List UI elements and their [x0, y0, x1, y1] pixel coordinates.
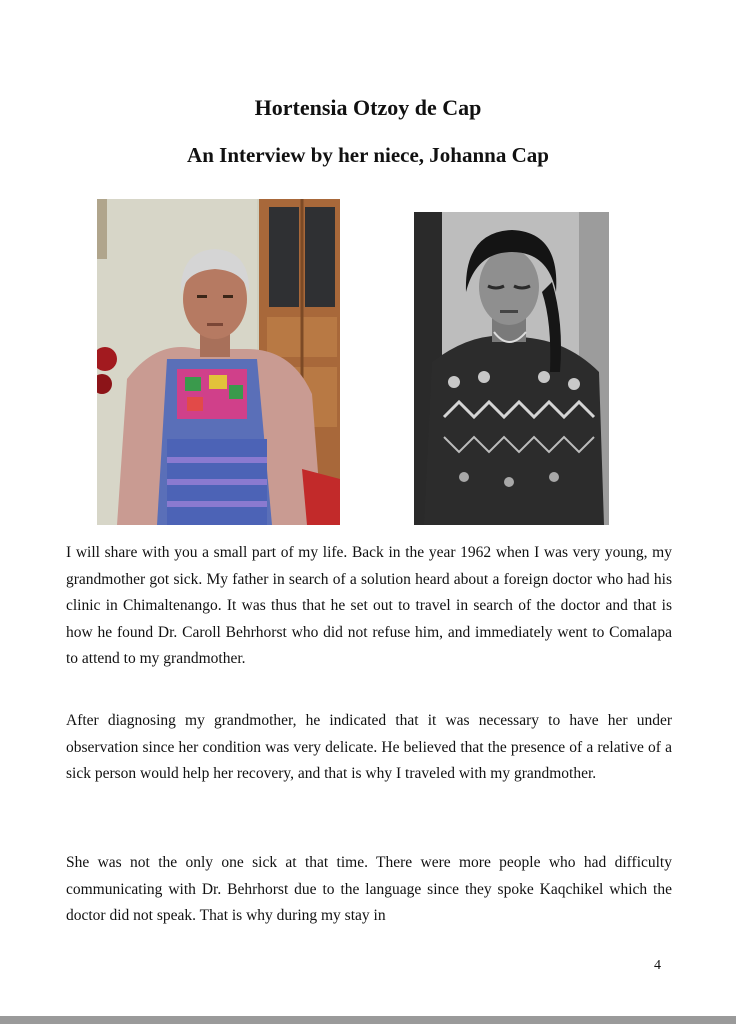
portrait-elderly-photo	[97, 199, 340, 525]
page-number: 4	[654, 958, 661, 973]
body-paragraph: After diagnosing my grandmother, he indicated that it was necessary to have her under observation since her condition was very delicate. He believed that the presence of a relative of a sick person would help her recovery, and that is why I traveled with my grandmother.	[66, 712, 672, 782]
body-paragraph: I will share with you a small part of my life. Back in the year 1962 when I was very young, my grandmother got sick. My father in search of a solution heard about a foreign doctor who had his clinic in Chimaltenango. It was thus that he set out to travel in search of the doctor and that is how he found Dr. Caroll Behrhorst who did not refuse him, and immediately went to Comalapa to attend to my grandmother.	[66, 544, 672, 667]
document-title: Hortensia Otzoy de Cap	[254, 95, 482, 120]
document-subtitle: An Interview by her niece, Johanna Cap	[187, 143, 549, 167]
body-paragraph: She was not the only one sick at that time. There were more people who had difficulty communicating with Dr. Behrhorst due to the language since they spoke Kaqchikel which the doctor did not speak. That is why during my stay in	[66, 854, 672, 924]
portrait-young-photo	[414, 212, 609, 525]
page-bottom-edge	[0, 1016, 736, 1024]
